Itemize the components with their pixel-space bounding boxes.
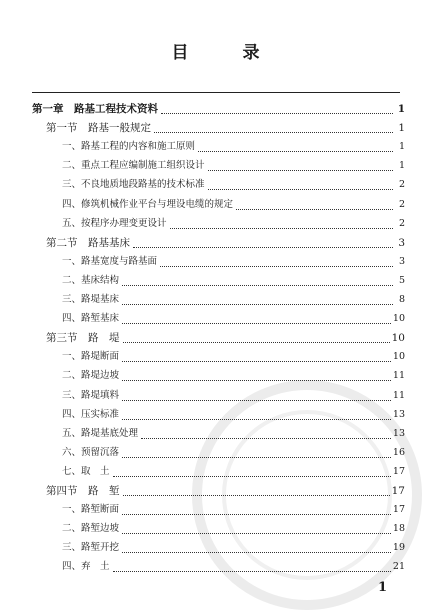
toc-entry-label: 四、修筑机械作业平台与埋设电缆的规定 [62,198,234,210]
toc-leader-dots [113,570,391,572]
toc-entry-label: 五、按程序办理变更设计 [62,217,167,229]
toc-entry-page: 21 [392,561,405,573]
toc-leader-dots [141,437,391,439]
toc-entry-label: 七、取 土 [62,465,110,477]
toc-entry-item [62,461,405,479]
toc-entry-item [62,499,405,517]
toc-entry-item [62,155,405,173]
toc-entry-page: 18 [392,523,405,535]
toc-entry-page: 17 [391,485,405,497]
toc-entry-item [62,251,405,269]
toc-entry-label: 一、路堑断面 [62,504,120,516]
toc-entry-label: 第三节 路 堤 [46,332,120,345]
toc-entry-item [62,194,405,212]
toc-entry-label: 二、重点工程应编制施工组织设计 [62,160,205,172]
toc-leader-dots [122,360,391,362]
toc-entry-label: 四、压实标准 [62,408,120,420]
page-number: 1 [377,580,387,595]
toc-leader-dots [208,169,393,171]
toc-entry-page: 2 [398,217,405,229]
toc-leader-dots [122,284,393,286]
toc-entry-page: 17 [392,504,405,516]
toc-entry-item [62,404,405,422]
toc-entry-page: 16 [392,446,405,458]
toc-entry-label: 三、路堤基床 [62,294,120,305]
toc-leader-dots [122,379,391,381]
toc-leader-dots [122,418,391,420]
toc-entry-item [62,442,405,460]
toc-entry-label: 第四节 路 堑 [46,485,120,497]
toc-entry-page: 13 [392,427,405,439]
toc-entry-label: 四、弃 土 [62,561,110,573]
toc-leader-dots [122,551,391,553]
toc-leader-dots [122,399,391,401]
toc-entry-label: 三、路堑开挖 [62,542,120,554]
toc-entry-section [46,327,405,345]
toc-entry-item [62,174,405,192]
toc-entry-item [62,518,405,536]
toc-entry-page: 3 [398,255,405,267]
page-title: 目 录 [171,43,284,63]
toc-leader-dots [154,131,393,133]
toc-entry-page: 1 [398,141,405,153]
toc-entry-label: 六、预留沉落 [62,446,120,458]
toc-entry-page: 8 [398,294,405,305]
toc-entry-page: 13 [392,408,405,420]
toc-leader-dots [160,265,393,267]
toc-entry-page: 5 [398,274,405,286]
toc-leader-dots [122,532,391,534]
toc-entry-label: 第一章 路基工程技术资料 [32,103,158,115]
toc-entry-item [62,308,405,326]
toc-leader-dots [208,188,393,190]
toc-leader-dots [122,513,391,515]
toc-leader-dots [122,322,391,324]
toc-entry-item [62,346,405,364]
toc-entry-chapter [32,98,405,116]
toc-leader-dots [113,475,391,477]
toc-entry-item [62,423,405,441]
toc-leader-dots [170,227,393,229]
toc-leader-dots [122,303,393,305]
toc-entry-page: 10 [392,313,405,325]
toc-entry-item [62,537,405,555]
toc-entry-page: 17 [392,465,405,477]
toc-entry-page: 11 [392,389,405,401]
toc-leader-dots [198,150,393,152]
toc-entry-page: 1 [397,103,405,115]
toc-entry-label: 四、路堑基床 [62,313,120,325]
toc-entry-label: 一、路基工程的内容和施工原则 [62,141,196,153]
toc-entry-page: 11 [392,370,405,382]
toc-entry-page: 1 [398,122,405,135]
toc-entry-page: 19 [392,542,405,554]
toc-entry-item [62,385,405,403]
toc-entry-label: 二、路堤边坡 [62,370,120,382]
toc-entry-item [62,136,405,154]
toc-entry-item [62,365,405,383]
toc-entry-page: 3 [398,236,405,249]
toc-entry-label: 二、路堑边坡 [62,523,120,535]
toc-leader-dots [133,246,393,248]
toc-entry-page: 1 [398,160,405,172]
toc-entry-page: 2 [398,179,405,191]
toc-entry-label: 三、路堤填料 [62,389,120,401]
toc-entry-label: 三、不良地质地段路基的技术标准 [62,179,205,191]
toc-entry-label: 二、基床结构 [62,274,120,286]
toc-entry-label: 第二节 路基基床 [46,236,130,249]
toc-entry-item [62,213,405,231]
toc-leader-dots [123,494,390,496]
toc-entry-item [62,556,405,574]
toc-entry-page: 2 [398,198,405,210]
toc-leader-dots [122,456,391,458]
toc-leader-dots [236,208,393,210]
toc-entry-item [62,289,405,307]
toc-entry-section [46,480,405,498]
toc-entry-section [46,117,405,135]
toc-entry-page: 10 [392,351,405,363]
toc-leader-dots [161,112,393,114]
toc-entry-page: 10 [391,332,405,345]
toc-entry-item [62,270,405,288]
toc-leader-dots [123,341,390,343]
toc-entry-section [46,232,405,250]
toc-entry-label: 五、路堤基底处理 [62,427,139,439]
toc-entry-label: 一、路堤断面 [62,351,120,363]
title-divider [32,92,400,93]
toc-entry-label: 第一节 路基一般规定 [46,122,151,135]
toc-entry-label: 一、路基宽度与路基面 [62,255,158,267]
